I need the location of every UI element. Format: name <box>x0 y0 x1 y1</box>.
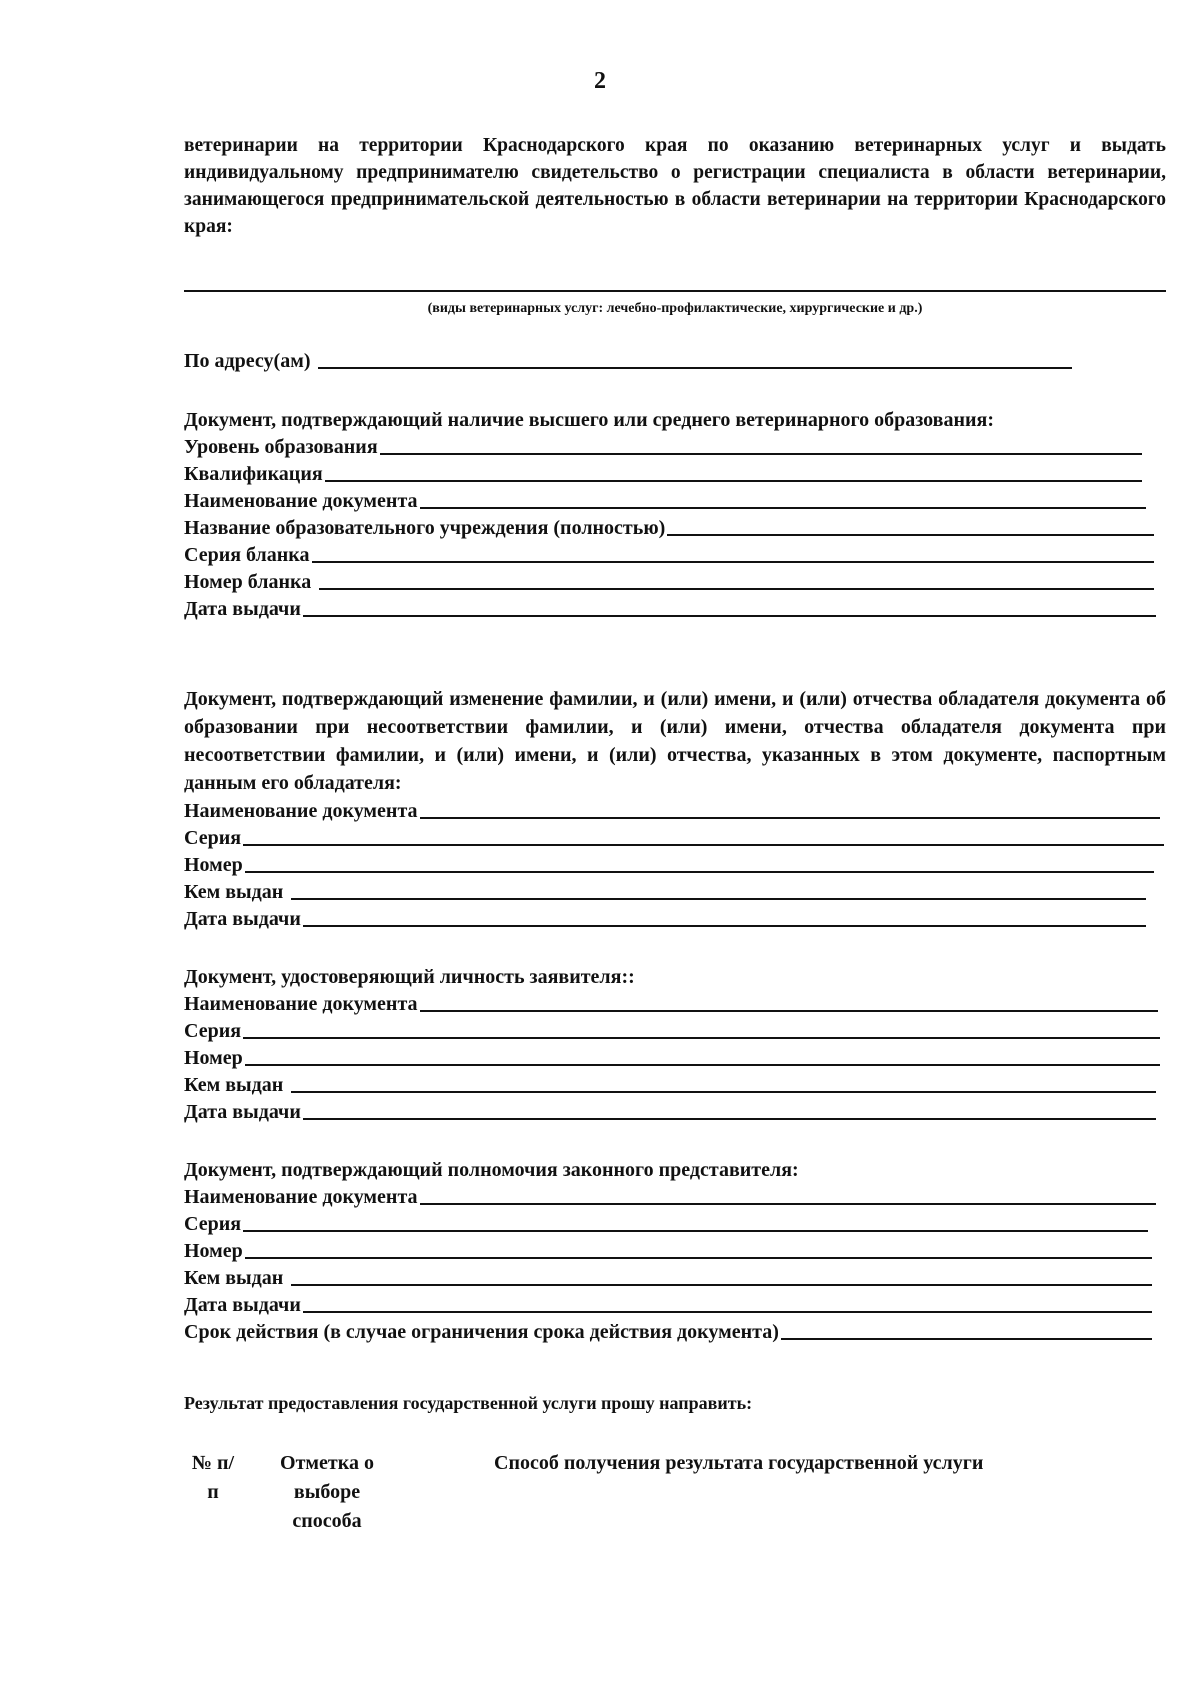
field-input-line[interactable] <box>291 898 1146 900</box>
field-label: Серия <box>184 827 242 849</box>
representative-number-field[interactable] <box>184 1236 1152 1263</box>
field-input-line[interactable] <box>243 1037 1160 1039</box>
representative-series-field[interactable] <box>184 1209 1148 1236</box>
field-label: Серия <box>184 1213 242 1235</box>
address-label: По адресу(ам) <box>184 350 311 372</box>
field-label: Наименование документа <box>184 993 418 1015</box>
field-input-line[interactable] <box>303 1311 1152 1313</box>
field-label: Номер <box>184 854 243 876</box>
field-label: Номер бланка <box>184 571 312 593</box>
field-input-line[interactable] <box>245 871 1154 873</box>
name-change-heading: Документ, подтверждающий изменение фамилии, и (или) имени, и (или) отчества обладателя документа об образовании при несоответствии фамилии, и (или) имени, отчества обладателя документа при несоответствии фамилии, и (или) имени, и (или) отчества, указанных в этом документе, паспортным данным его обладателя: <box>184 688 1166 794</box>
name-change-series-field[interactable] <box>184 823 1164 850</box>
field-label: Серия бланка <box>184 544 310 566</box>
field-label: Наименование документа <box>184 1186 418 1208</box>
field-input-line[interactable] <box>245 1064 1160 1066</box>
table-header-mark: Отметка о выборе способа <box>280 1452 374 1532</box>
representative-issue-date-field[interactable] <box>184 1290 1152 1317</box>
field-input-line[interactable] <box>303 1118 1156 1120</box>
address-input-line[interactable] <box>318 367 1072 369</box>
institution-field[interactable] <box>184 513 1154 540</box>
document-name-field[interactable] <box>184 486 1146 513</box>
field-input-line[interactable] <box>303 925 1146 927</box>
field-label: Номер <box>184 1240 243 1262</box>
name-change-doc-name-field[interactable] <box>184 796 1160 823</box>
field-input-line[interactable] <box>243 844 1164 846</box>
education-heading: Документ, подтверждающий наличие высшего или среднего ветеринарного образования: <box>184 409 994 431</box>
identity-series-field[interactable] <box>184 1016 1160 1043</box>
field-input-line[interactable] <box>303 615 1156 617</box>
field-label: Серия <box>184 1020 242 1042</box>
name-change-number-field[interactable] <box>184 850 1154 877</box>
identity-issue-date-field[interactable] <box>184 1097 1156 1124</box>
field-input-line[interactable] <box>420 507 1146 509</box>
field-label: Дата выдачи <box>184 1101 301 1123</box>
field-label: Название образовательного учреждения (полностью) <box>184 517 666 539</box>
intro-paragraph: ветеринарии на территории Краснодарского края по оказанию ветеринарных услуг и выдать индивидуальному предпринимателю свидетельство о регистрации специалиста в области ветеринарии, занимающегося предпринимательской деятельностью в области ветеринарии на территории Краснодарского края: <box>184 135 1166 237</box>
field-input-line[interactable] <box>245 1257 1152 1259</box>
field-input-line[interactable] <box>325 480 1142 482</box>
field-label: Срок действия (в случае ограничения срока действия документа) <box>184 1321 779 1343</box>
representative-heading: Документ, подтверждающий полномочия законного представителя: <box>184 1159 799 1181</box>
address-field[interactable] <box>184 346 1072 373</box>
field-label: Дата выдачи <box>184 598 301 620</box>
field-label: Дата выдачи <box>184 908 301 930</box>
qualification-field[interactable] <box>184 459 1142 486</box>
field-label: Наименование документа <box>184 800 418 822</box>
form-series-field[interactable] <box>184 540 1154 567</box>
education-level-field[interactable] <box>184 432 1142 459</box>
field-label: Кем выдан <box>184 1267 284 1289</box>
field-input-line[interactable] <box>420 1203 1156 1205</box>
services-caption: (виды ветеринарных услуг: лечебно-профилактические, хирургические и др.) <box>427 301 923 316</box>
field-input-line[interactable] <box>312 561 1155 563</box>
identity-number-field[interactable] <box>184 1043 1160 1070</box>
field-label: Квалификация <box>184 463 323 485</box>
name-change-issued-by-field[interactable] <box>184 877 1146 904</box>
field-input-line[interactable] <box>781 1338 1152 1340</box>
identity-issued-by-field[interactable] <box>184 1070 1156 1097</box>
field-label: Кем выдан <box>184 881 284 903</box>
issue-date-field[interactable] <box>184 594 1156 621</box>
field-input-line[interactable] <box>380 453 1142 455</box>
representative-doc-name-field[interactable] <box>184 1182 1156 1209</box>
field-input-line[interactable] <box>319 588 1154 590</box>
page-number: 2 <box>594 68 606 94</box>
result-heading: Результат предоставления государственной услуги прошу направить: <box>184 1393 753 1413</box>
field-label: Номер <box>184 1047 243 1069</box>
form-number-field[interactable] <box>184 567 1154 594</box>
representative-issued-by-field[interactable] <box>184 1263 1152 1290</box>
table-header-number: № п/п <box>191 1452 235 1503</box>
field-label: Наименование документа <box>184 490 418 512</box>
table-header-method: Способ получения результата государственной услуги <box>494 1452 984 1474</box>
field-input-line[interactable] <box>667 534 1154 536</box>
name-change-issue-date-field[interactable] <box>184 904 1146 931</box>
services-input-line[interactable] <box>184 290 1166 292</box>
field-input-line[interactable] <box>420 1010 1158 1012</box>
field-label: Уровень образования <box>184 436 378 458</box>
identity-doc-name-field[interactable] <box>184 989 1158 1016</box>
identity-heading: Документ, удостоверяющий личность заявителя:: <box>184 966 635 988</box>
field-label: Кем выдан <box>184 1074 284 1096</box>
field-input-line[interactable] <box>291 1284 1152 1286</box>
field-input-line[interactable] <box>243 1230 1148 1232</box>
representative-validity-field[interactable] <box>184 1317 1152 1344</box>
field-label: Дата выдачи <box>184 1294 301 1316</box>
field-input-line[interactable] <box>291 1091 1156 1093</box>
field-input-line[interactable] <box>420 817 1160 819</box>
